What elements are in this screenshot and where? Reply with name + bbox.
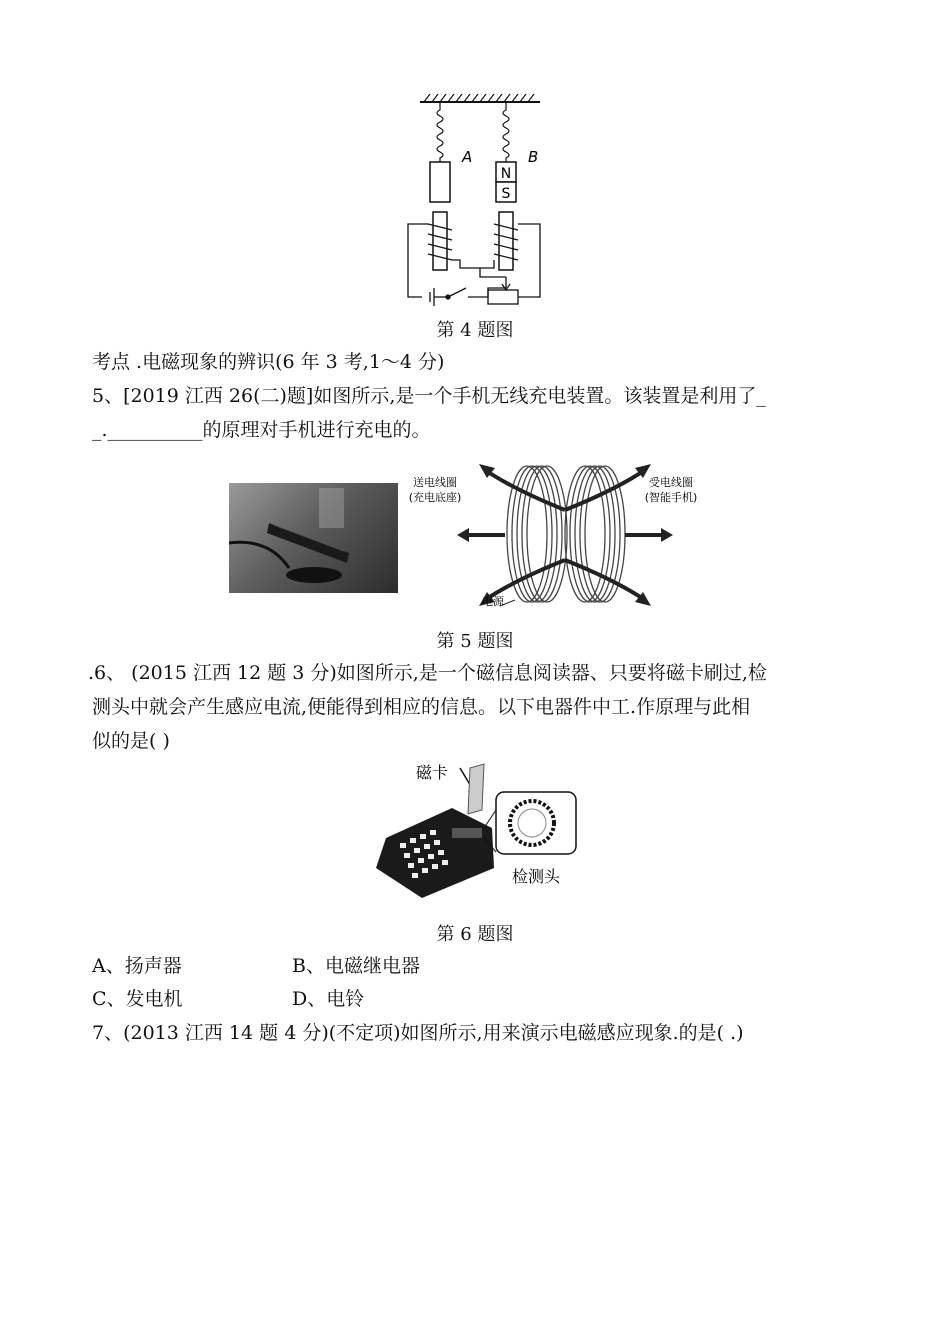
figure-4 [400, 92, 550, 307]
receive-coil-label: 受电线圈 [649, 476, 693, 489]
figure-4-diagram [400, 92, 550, 307]
coil-diagram-svg [405, 460, 715, 608]
card-label: 磁卡 [415, 763, 449, 782]
receive-coil-sublabel: (智能手机) [644, 491, 698, 504]
question-7-text: 7、(2013 江西 14 题 4 分)(不定项)如图所示,用来演示电磁感应现象.的是( .) [92, 1022, 744, 1044]
question-6-text-line-1: .6、 (2015 江西 12 题 3 分)如图所示,是一个磁信息阅读器、只要将磁卡刷过,检 [88, 662, 767, 684]
label-b: B [528, 148, 539, 166]
question-5-text-line-2: _.__________的原理对手机进行充电的。 [92, 419, 431, 441]
card-reader-diagram [372, 758, 582, 898]
option-b: B、电磁继电器 [292, 955, 420, 977]
figure-6-caption: 第 6 题图 [436, 924, 514, 945]
option-d: D、电铃 [292, 988, 365, 1010]
send-coil-label: 送电线圈 [413, 476, 457, 489]
magnet-n-label: N [500, 166, 512, 182]
option-a: A、扬声器 [92, 955, 182, 977]
coil-diagram [405, 460, 715, 608]
question-5-text-line-1: 5、[2019 江西 26(二)题]如图所示,是一个手机无线充电装置。该装置是利用了_ [92, 385, 766, 407]
option-c: C、发电机 [92, 988, 183, 1010]
wireless-charger-photo [229, 483, 398, 593]
send-coil-sublabel: (充电底座) [408, 491, 462, 504]
question-6-text-line-2: 测头中就会产生感应电流,便能得到相应的信息。以下电器件中工.作原理与此相 [92, 696, 751, 718]
power-source-label: 电源 [482, 595, 504, 608]
question-6-text-line-3: 似的是( ) [92, 730, 170, 752]
topic-heading: 考点 .电磁现象的辨识(6 年 3 考,1～4 分) [92, 351, 445, 373]
detection-head-label: 检测头 [511, 867, 561, 886]
magnet-s-label: S [501, 186, 511, 202]
figure-6 [372, 758, 582, 898]
phone-on-charger-icon [229, 483, 398, 593]
figure-4-caption: 第 4 题图 [436, 320, 514, 341]
label-a: A [462, 148, 473, 166]
figure-5-caption: 第 5 题图 [436, 631, 514, 652]
